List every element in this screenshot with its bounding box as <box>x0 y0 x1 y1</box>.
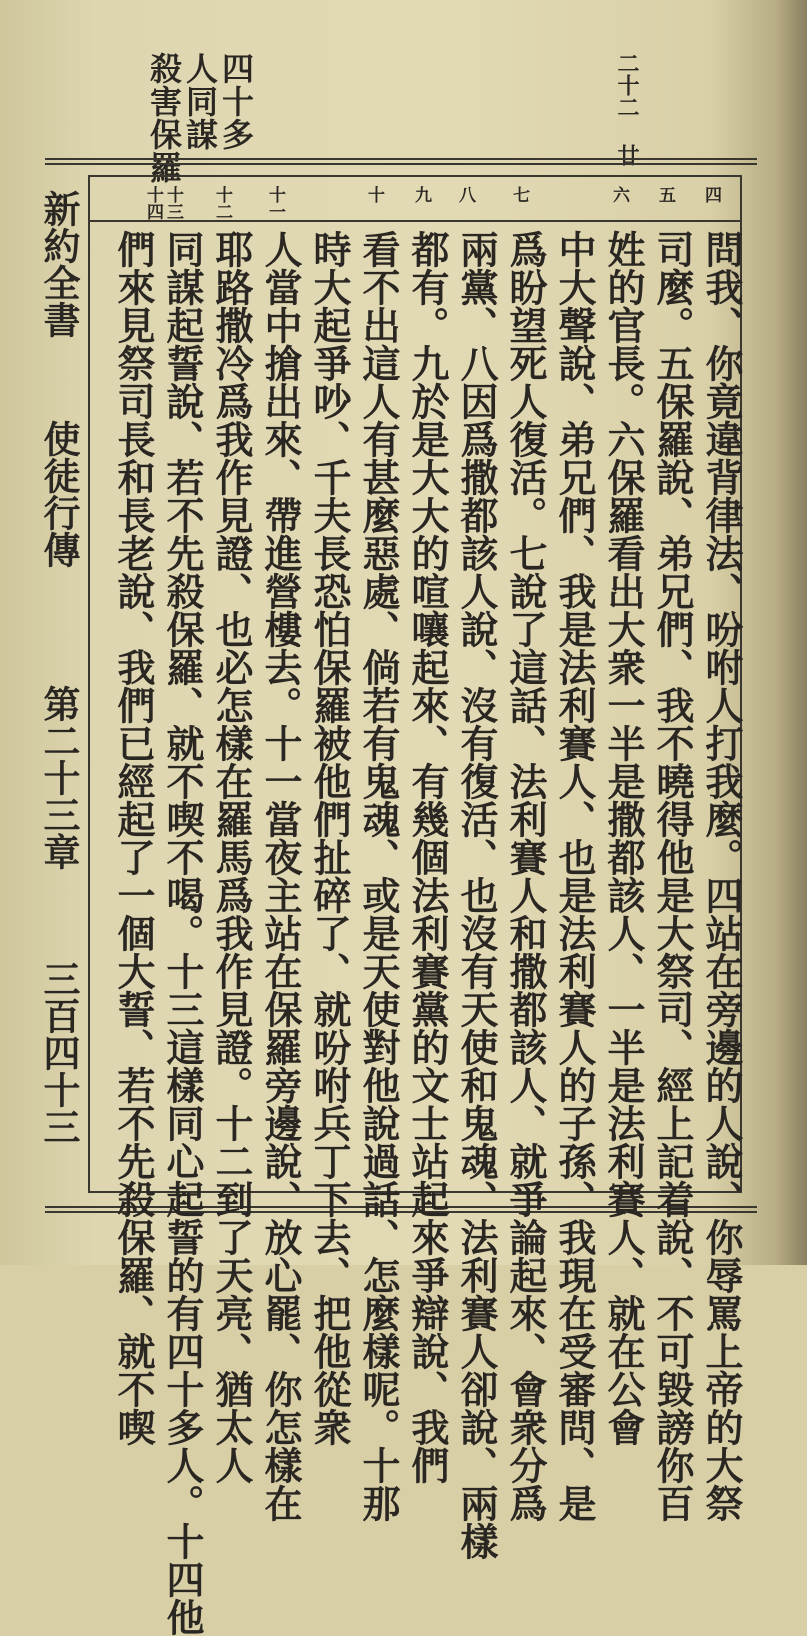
text-column-10: 人當中搶出來、帶進營樓去。十一當夜主站在保羅旁邊說、放心罷、你怎樣在 <box>258 230 303 1522</box>
verse-number-4: 四 <box>701 186 721 203</box>
text-column-7: 都有。九於是大大的喧嚷起來、有幾個法利賽黨的文士站起來爭辯說、我們 <box>405 230 450 1484</box>
chapter-label: 第二十三章 <box>37 685 81 870</box>
cross-reference: 二十二 廿 <box>614 52 640 166</box>
page-number: 三百四十三 <box>37 960 81 1145</box>
text-column-8: 看不出這人有甚麼惡處、倘若有鬼魂、或是天使對他說過話、怎麼樣呢。十那 <box>356 230 401 1522</box>
headnote-line-1: 四十多 <box>217 52 255 151</box>
section-title: 使徒行傳 <box>37 420 81 568</box>
headnote-line-3: 殺害保羅 <box>145 52 183 184</box>
verse-number-9: 九 <box>411 186 431 203</box>
text-column-9: 時大起爭吵、千夫長恐怕保羅被他們扯碎了、就吩咐兵丁下去、把他從衆 <box>307 230 352 1446</box>
headnote-line-2: 人同謀 <box>181 52 219 151</box>
text-column-11: 耶路撒冷爲我作見證、也必怎樣在羅馬爲我作見證。十二到了天亮、猶太人 <box>209 230 254 1484</box>
verse-number-8: 八 <box>455 186 475 203</box>
verse-number-5: 五 <box>655 186 675 203</box>
verse-number-13: 十三 <box>163 186 183 220</box>
text-column-4: 中大聲說、弟兄們、我是法利賽人、也是法利賽人的子孫、我現在受審問、是 <box>552 230 597 1522</box>
text-column-12: 同謀起誓說、若不先殺保羅、就不喫不喝。十三這樣同心起誓的有四十多人。十四他 <box>160 230 205 1636</box>
text-column-3: 姓的官長。六保羅看出大衆一半是撒都該人、一半是法利賽人、就在公會 <box>601 230 646 1446</box>
text-column-5: 爲盼望死人復活。七說了這話、法利賽人和撒都該人、就爭論起來、會衆分爲 <box>503 230 548 1522</box>
verse-number-6: 六 <box>609 186 629 203</box>
verse-number-14: 十四 <box>143 186 163 220</box>
verse-number-11: 十一 <box>265 186 285 220</box>
text-column-13: 們來見祭司長和長老說、我們已經起了一個大誓、若不先殺保羅、就不喫 <box>111 230 156 1446</box>
verse-number-12: 十二 <box>212 186 232 220</box>
text-column-6: 兩黨、八因爲撒都該人說、沒有復活、也沒有天使和鬼魂、法利賽人卻說、兩樣 <box>454 230 499 1560</box>
verse-number-strip <box>90 177 740 222</box>
text-column-1: 問我、你竟違背律法、吩咐人打我麼。四站在旁邊的人說、你辱罵上帝的大祭 <box>699 230 744 1522</box>
book-title: 新約全書 <box>37 190 81 338</box>
verse-number-10: 十 <box>364 186 384 203</box>
text-column-2: 司麼。五保羅說、弟兄們、我不曉得他是大祭司、經上記着說、不可毀謗你百 <box>650 230 695 1522</box>
verse-number-7: 七 <box>509 186 529 203</box>
